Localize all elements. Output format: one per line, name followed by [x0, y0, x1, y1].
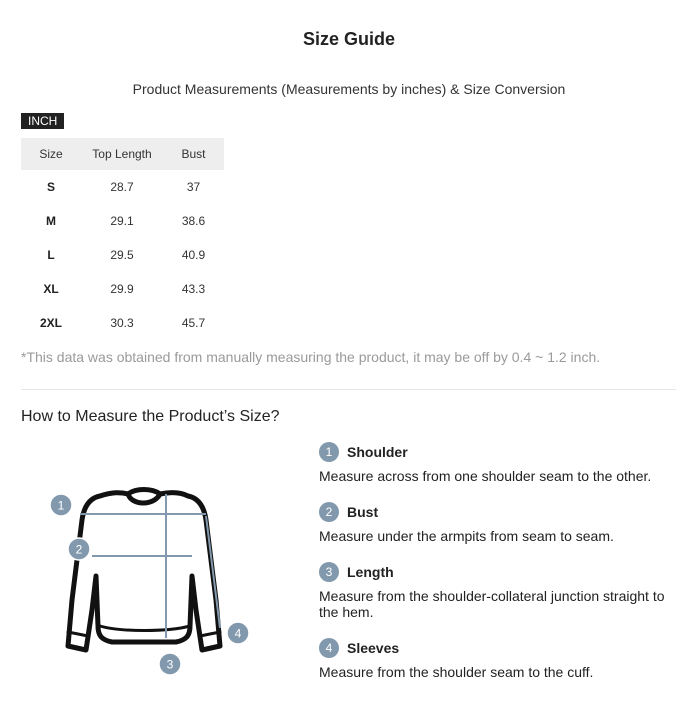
- bust-cell: 38.6: [181, 214, 206, 228]
- size-cell: S: [46, 180, 55, 194]
- step-bust: [319, 502, 679, 544]
- step-title: Length: [347, 564, 394, 580]
- table-row: [21, 272, 224, 306]
- sweater-diagram: [40, 480, 260, 680]
- page-title: Size Guide: [302, 29, 396, 49]
- table-row: [21, 204, 224, 238]
- section-divider: [21, 389, 676, 390]
- step-description: Measure across from one shoulder seam to the other.: [319, 468, 652, 484]
- unit-badge: INCH: [21, 113, 64, 129]
- step-description: Measure under the armpits from seam to seam.: [319, 528, 614, 544]
- top-length-cell: 28.7: [110, 180, 134, 194]
- top-length-cell: 29.9: [110, 282, 134, 296]
- step-title: Sleeves: [347, 640, 400, 656]
- size-cell: 2XL: [39, 316, 62, 330]
- table-row: [21, 306, 224, 340]
- svg-text:3: 3: [166, 657, 174, 672]
- marker-4-icon: [227, 622, 249, 644]
- bust-cell: 37: [186, 180, 201, 194]
- column-header-size: Size: [21, 138, 81, 170]
- step-shoulder: [319, 442, 679, 484]
- bust-cell: 43.3: [181, 282, 206, 296]
- top-length-cell: 29.5: [110, 248, 134, 262]
- step-number-badge: 4: [319, 638, 339, 658]
- how-to-measure-title: How to Measure the Product’s Size?: [21, 408, 280, 425]
- bust-cell: 45.7: [181, 316, 206, 330]
- size-table: [21, 138, 224, 340]
- step-description: Measure from the shoulder seam to the cuff.: [319, 664, 594, 680]
- size-cell: XL: [43, 282, 59, 296]
- size-cell: M: [46, 214, 56, 228]
- svg-text:1: 1: [57, 498, 65, 513]
- sleeve-line: [206, 516, 220, 628]
- table-row: [21, 238, 224, 272]
- column-header-top-length: Top Length: [81, 138, 163, 170]
- marker-3-icon: [159, 653, 181, 675]
- step-number-badge: 1: [319, 442, 339, 462]
- column-header-bust: Bust: [163, 138, 224, 170]
- table-header-row: [21, 138, 224, 170]
- measurement-note: *This data was obtained from manually measuring the product, it may be off by 0.4 ~ 1.2 inch.: [21, 349, 601, 365]
- step-title: Shoulder: [347, 444, 408, 460]
- marker-2-icon: [68, 538, 90, 560]
- svg-text:4: 4: [234, 626, 242, 641]
- table-row: [21, 170, 224, 204]
- step-title: Bust: [347, 504, 379, 520]
- marker-1-icon: [50, 494, 72, 516]
- step-number-badge: 2: [319, 502, 339, 522]
- step-number-badge: 3: [319, 562, 339, 582]
- step-length: [319, 562, 679, 620]
- top-length-cell: 29.1: [110, 214, 134, 228]
- top-length-cell: 30.3: [110, 316, 134, 330]
- page-subtitle: Product Measurements (Measurements by inches) & Size Conversion: [132, 81, 566, 97]
- measure-steps: [319, 442, 679, 698]
- step-description: Measure from the shoulder-collateral junction straight to the hem.: [319, 588, 665, 620]
- size-cell: L: [47, 248, 55, 262]
- svg-text:2: 2: [75, 542, 83, 557]
- bust-cell: 40.9: [181, 248, 206, 262]
- step-sleeves: [319, 638, 679, 680]
